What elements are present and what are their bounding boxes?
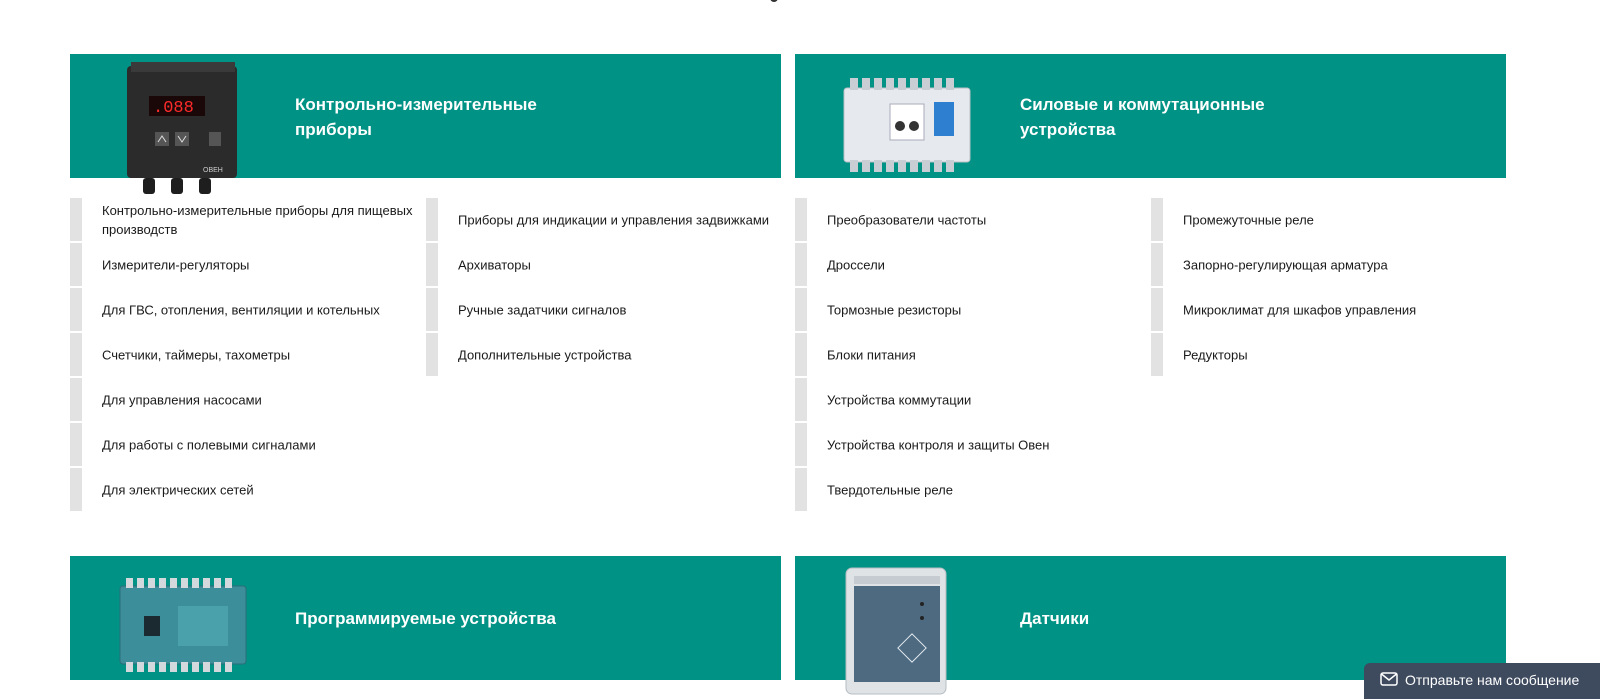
category-card-programmable	[70, 556, 781, 680]
plc-device-image	[840, 74, 980, 184]
subcategory-link[interactable]: Ручные задатчики сигналов	[426, 288, 782, 331]
subcategory-column	[1151, 198, 1507, 378]
subcategory-column	[426, 198, 782, 378]
subcategory-link[interactable]: Для управления насосами	[70, 378, 426, 421]
subcategory-link[interactable]: Устройства коммутации	[795, 378, 1151, 421]
category-title[interactable]: Силовые и коммутационные устройства	[1020, 95, 1265, 139]
subcategory-link[interactable]: Микроклимат для шкафов управления	[1151, 288, 1507, 331]
send-message-label: Отправьте нам сообщение	[1405, 672, 1580, 688]
subcategory-column	[70, 198, 426, 513]
controller-device-image	[125, 60, 245, 210]
programmable-device-image	[118, 578, 248, 678]
category-header[interactable]	[70, 556, 781, 680]
svg-text:.088: .088	[153, 99, 194, 118]
subcategory-link[interactable]: Преобразователи частоты	[795, 198, 1151, 241]
category-header[interactable]	[795, 556, 1506, 680]
subcategory-link[interactable]: Для ГВС, отопления, вентиляции и котельных	[70, 288, 426, 331]
sensor-device-image	[842, 564, 952, 699]
category-header[interactable]	[795, 54, 1506, 178]
category-card-measuring	[70, 54, 781, 497]
subcategory-link[interactable]: Счетчики, таймеры, тахометры	[70, 333, 426, 376]
subcategory-link[interactable]: Для работы с полевыми сигналами	[70, 423, 426, 466]
subcategory-link[interactable]: Измерители-регуляторы	[70, 243, 426, 286]
subcategory-link[interactable]: Архиваторы	[426, 243, 782, 286]
subcategory-link[interactable]: Блоки питания	[795, 333, 1151, 376]
subcategory-column	[795, 198, 1151, 513]
subcategory-link[interactable]: Контрольно-измерительные приборы для пищевых производств	[70, 198, 426, 241]
subcategory-link[interactable]: Приборы для индикации и управления задвижками	[426, 198, 782, 241]
category-title[interactable]: Контрольно-измерительные приборы	[295, 95, 537, 139]
category-title[interactable]: Программируемые устройства	[295, 609, 556, 628]
subcategory-link[interactable]: Устройства контроля и защиты Овен	[795, 423, 1151, 466]
subcategory-link[interactable]: Твердотельные реле	[795, 468, 1151, 511]
envelope-icon	[1380, 672, 1398, 686]
top-decoration	[770, 0, 778, 2]
subcategory-link[interactable]: Для электрических сетей	[70, 468, 426, 511]
subcategory-link[interactable]: Дополнительные устройства	[426, 333, 782, 376]
send-message-button[interactable]	[1364, 663, 1600, 699]
category-title[interactable]: Датчики	[1020, 609, 1090, 628]
subcategory-link[interactable]: Запорно-регулирующая арматура	[1151, 243, 1507, 286]
subcategory-link[interactable]: Тормозные резисторы	[795, 288, 1151, 331]
category-card-sensors	[795, 556, 1506, 680]
category-card-power	[795, 54, 1506, 497]
category-header[interactable]	[70, 54, 781, 178]
subcategory-link[interactable]: Промежуточные реле	[1151, 198, 1507, 241]
svg-text:ОВЕН: ОВЕН	[203, 167, 223, 174]
subcategory-link[interactable]: Редукторы	[1151, 333, 1507, 376]
subcategory-link[interactable]: Дроссели	[795, 243, 1151, 286]
